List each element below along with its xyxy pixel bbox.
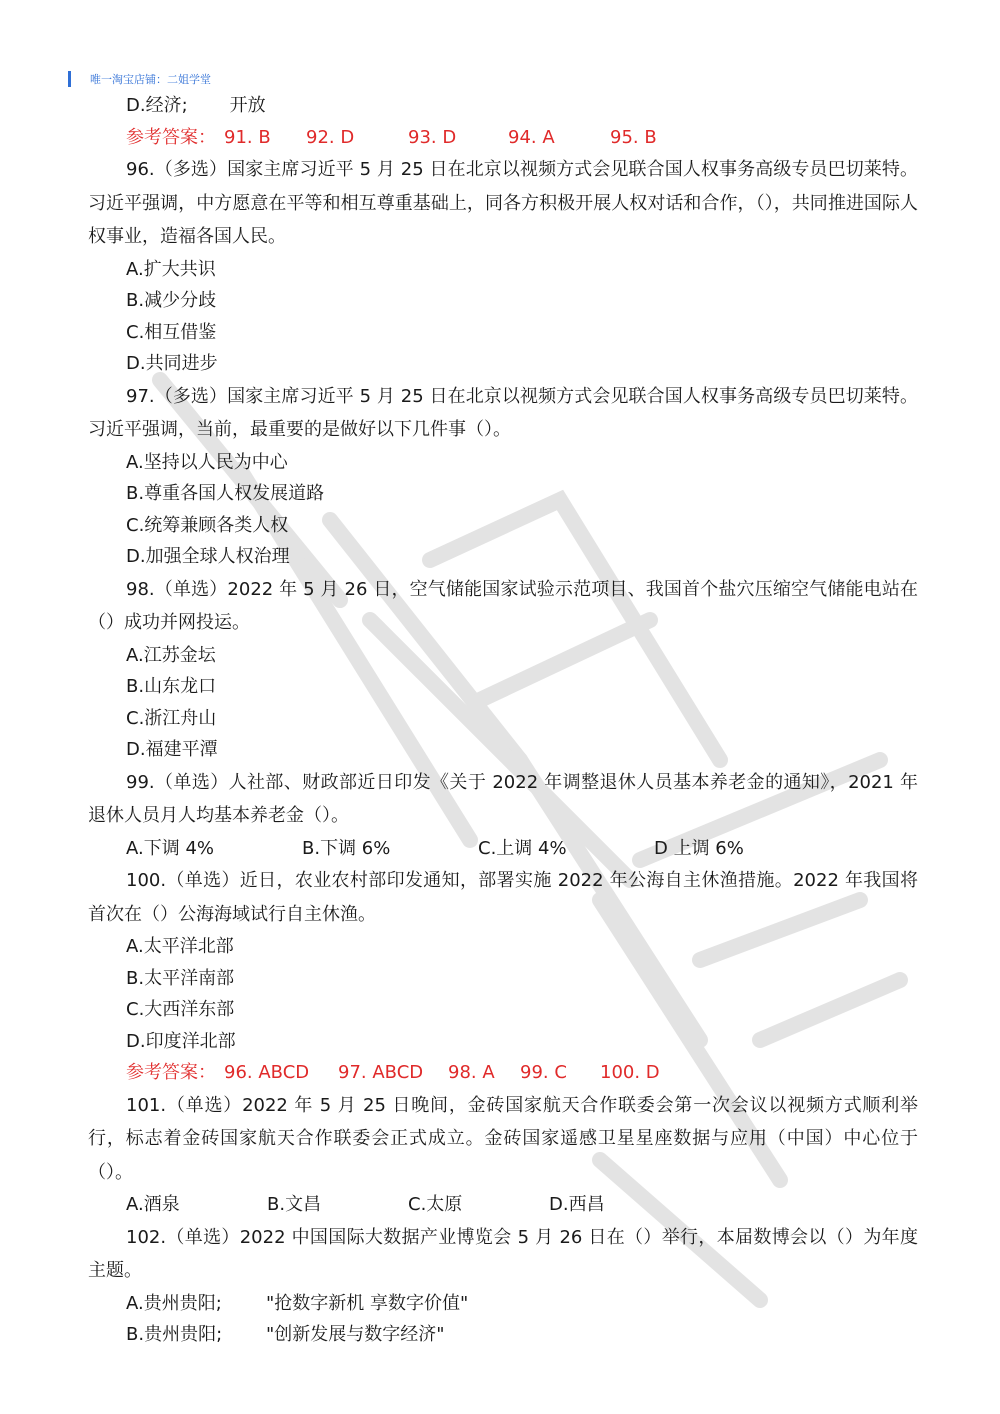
- question-100: 100.（单选）近日，农业农村部印发通知，部署实施 2022 年公海自主休渔措施。2022 年我国将首次在（）公海海域试行自主休渔。: [88, 870, 918, 925]
- option-102-b: [88, 1319, 918, 1351]
- option-102-a-theme: "抢数字新机 享数字价值": [266, 1292, 469, 1314]
- option-97-c: C.统筹兼顾各类人权: [126, 514, 289, 536]
- answer-item: 97. ABCD: [338, 1062, 424, 1083]
- header-accent-bar: [68, 71, 71, 87]
- answer-item: 100. D: [600, 1062, 660, 1083]
- answer-item: 92. D: [306, 126, 355, 148]
- prev-option-value: 开放: [229, 95, 266, 116]
- option-96-b: B.减少分歧: [126, 290, 217, 311]
- page-header: [68, 70, 211, 88]
- option-102-a: [88, 1288, 918, 1320]
- option-98-b: B.山东龙口: [126, 676, 217, 697]
- question-102: 102.（单选）2022 中国国际大数据产业博览会 5 月 26 日在（）举行，本届数博会以（）为年度主题。: [88, 1226, 918, 1281]
- prev-option-d: [88, 90, 918, 122]
- answer-key-1: [88, 122, 918, 154]
- answer-key-2: [88, 1057, 918, 1089]
- option-101-c: C.太原: [408, 1194, 463, 1215]
- option-96-c: C.相互借鉴: [126, 321, 217, 343]
- option-101-b: B.文昌: [267, 1194, 322, 1215]
- document-body: [88, 90, 918, 1351]
- option-100-d: D.印度洋北部: [126, 1030, 236, 1052]
- option-99-c: C.上调 4%: [478, 837, 567, 859]
- option-97-b: B.尊重各国人权发展道路: [126, 483, 325, 504]
- option-97-a: A.坚持以人民为中心: [126, 451, 288, 473]
- option-101-d: D.西昌: [549, 1194, 605, 1215]
- option-98-c: C.浙江舟山: [126, 707, 217, 729]
- option-102-b-theme: "创新发展与数字经济": [266, 1324, 445, 1345]
- header-shop-label: 唯一淘宝店铺：二姐学堂: [90, 73, 211, 86]
- prev-option-label: D.经济;: [126, 95, 188, 116]
- question-96: 96.（多选）国家主席习近平 5 月 25 日在北京以视频方式会见联合国人权事务高级专员巴切莱特。习近平强调，中方愿意在平等和相互尊重基础上，同各方积极开展人权对话和合作，（），共同推进国际人权事业，造福各国人民。: [88, 159, 918, 247]
- option-100-a: A.太平洋北部: [126, 936, 234, 957]
- option-100-b: B.太平洋南部: [126, 967, 235, 989]
- question-101: 101.（单选）2022 年 5 月 25 日晚间，金砖国家航天合作联委会第一次会议以视频方式顺利举行，标志着金砖国家航天合作联委会正式成立。金砖国家遥感卫星星座数据与应用（中国）中心位于（）。: [88, 1094, 918, 1183]
- option-96-d: D.共同进步: [126, 353, 218, 374]
- answer-key-label: 参考答案：: [126, 126, 216, 148]
- options-99: [88, 833, 918, 865]
- answer-key-label: 参考答案：: [126, 1062, 216, 1083]
- option-101-a: A.酒泉: [126, 1194, 180, 1215]
- question-98: 98.（单选）2022 年 5 月 26 日，空气储能国家试验示范项目、我国首个盐穴压缩空气储能电站在（）成功并网投运。: [88, 578, 918, 633]
- answer-item: 96. ABCD: [224, 1062, 310, 1083]
- answer-item: 98. A: [448, 1062, 495, 1083]
- option-99-b: B.下调 6%: [302, 837, 391, 859]
- question-99: 99.（单选）人社部、财政部近日印发《关于 2022 年调整退休人员基本养老金的通知》，2021 年退休人员月人均基本养老金（）。: [88, 771, 918, 826]
- option-96-a: A.扩大共识: [126, 258, 216, 280]
- question-97: 97.（多选）国家主席习近平 5 月 25 日在北京以视频方式会见联合国人权事务高级专员巴切莱特。习近平强调，当前，最重要的是做好以下几件事（）。: [88, 385, 918, 440]
- option-97-d: D.加强全球人权治理: [126, 546, 290, 567]
- answer-item: 94. A: [508, 126, 555, 148]
- answer-item: 95. B: [610, 126, 657, 148]
- option-100-c: C.大西洋东部: [126, 999, 235, 1020]
- option-102-a-place: A.贵州贵阳;: [126, 1292, 222, 1314]
- option-99-d: D 上调 6%: [654, 837, 744, 859]
- answer-item: 93. D: [408, 126, 457, 148]
- answer-item: 99. C: [520, 1062, 567, 1083]
- option-98-d: D.福建平潭: [126, 739, 218, 760]
- option-102-b-place: B.贵州贵阳;: [126, 1324, 223, 1345]
- option-99-a: A.下调 4%: [126, 837, 214, 859]
- options-101: [88, 1189, 918, 1221]
- answer-item: 91. B: [224, 126, 271, 148]
- option-98-a: A.江苏金坛: [126, 644, 216, 666]
